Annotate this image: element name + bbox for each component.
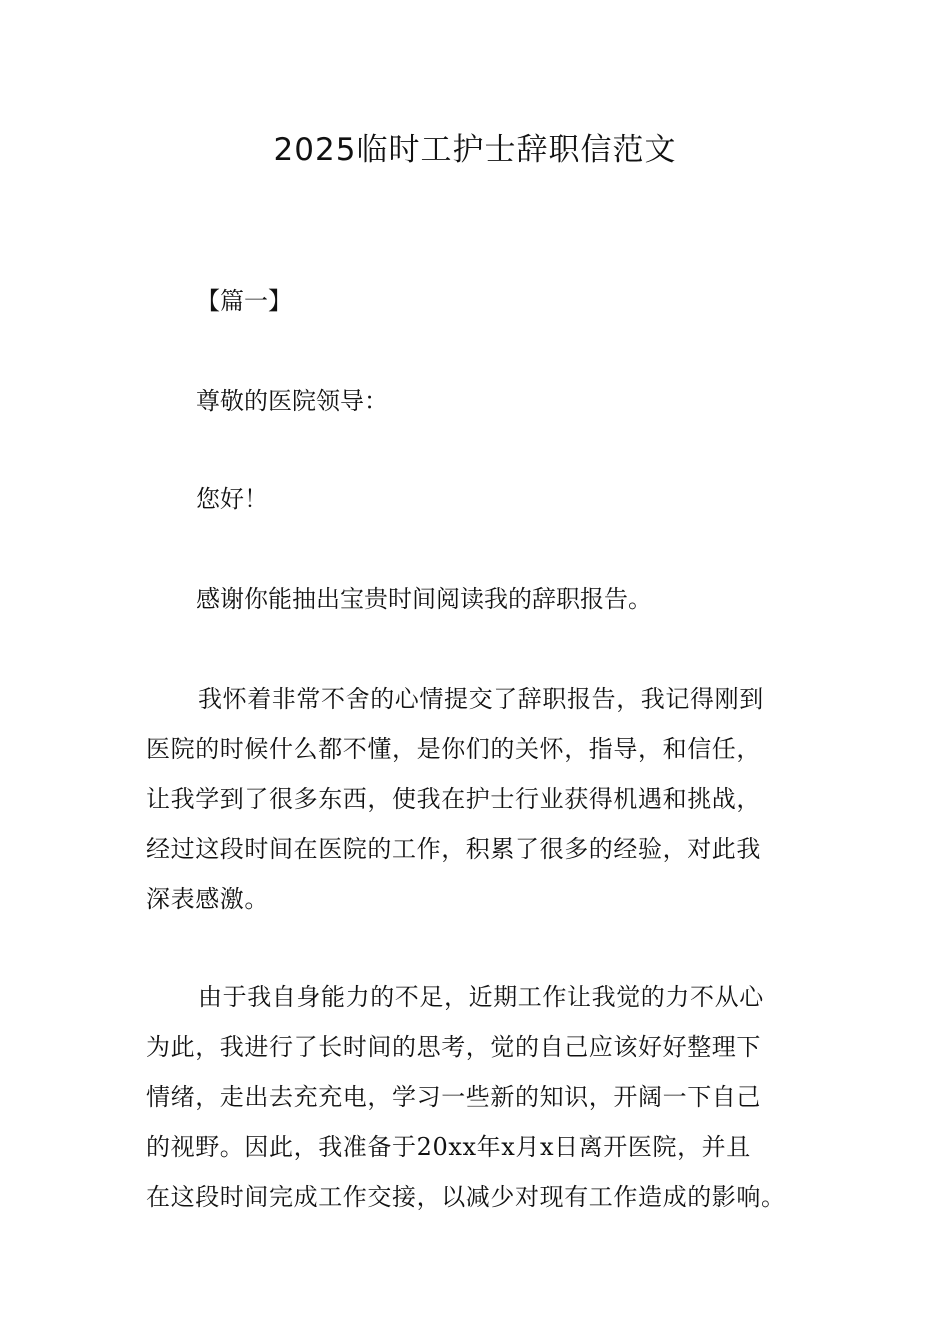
- paragraph-3-line: 在这段时间完成工作交接，以减少对现有工作造成的影响。: [146, 1183, 786, 1211]
- paragraph-3-line: 由于我自身能力的不足，近期工作让我觉的力不从心: [198, 983, 764, 1011]
- paragraph-3-line: 为此，我进行了长时间的思考，觉的自己应该好好整理下: [146, 1033, 761, 1061]
- paragraph-2-line: 深表感激。: [146, 885, 269, 913]
- greeting: 您好！: [196, 485, 268, 513]
- paragraph-1: 感谢你能抽出宝贵时间阅读我的辞职报告。: [196, 585, 652, 613]
- paragraph-3-line: 情绪，走出去充充电，学习一些新的知识，开阔一下自己: [146, 1083, 761, 1111]
- paragraph-3: [146, 972, 811, 1222]
- paragraph-2-line: 让我学到了很多东西，使我在护士行业获得机遇和挑战，: [146, 785, 761, 813]
- paragraph-2-line: 医院的时候什么都不懂，是你们的关怀，指导，和信任，: [146, 735, 761, 763]
- paragraph-2: [146, 674, 811, 924]
- paragraph-3-line: 的视野。因此，我准备于20xx年x月x日离开医院，并且: [146, 1133, 751, 1161]
- section-heading: 【篇一】: [196, 287, 292, 315]
- paragraph-2-line: 我怀着非常不舍的心情提交了辞职报告，我记得刚到: [198, 685, 764, 713]
- paragraph-2-line: 经过这段时间在医院的工作，积累了很多的经验，对此我: [146, 835, 761, 863]
- salutation: 尊敬的医院领导：: [196, 387, 388, 415]
- document-title: 2025临时工护士辞职信范文: [273, 132, 677, 168]
